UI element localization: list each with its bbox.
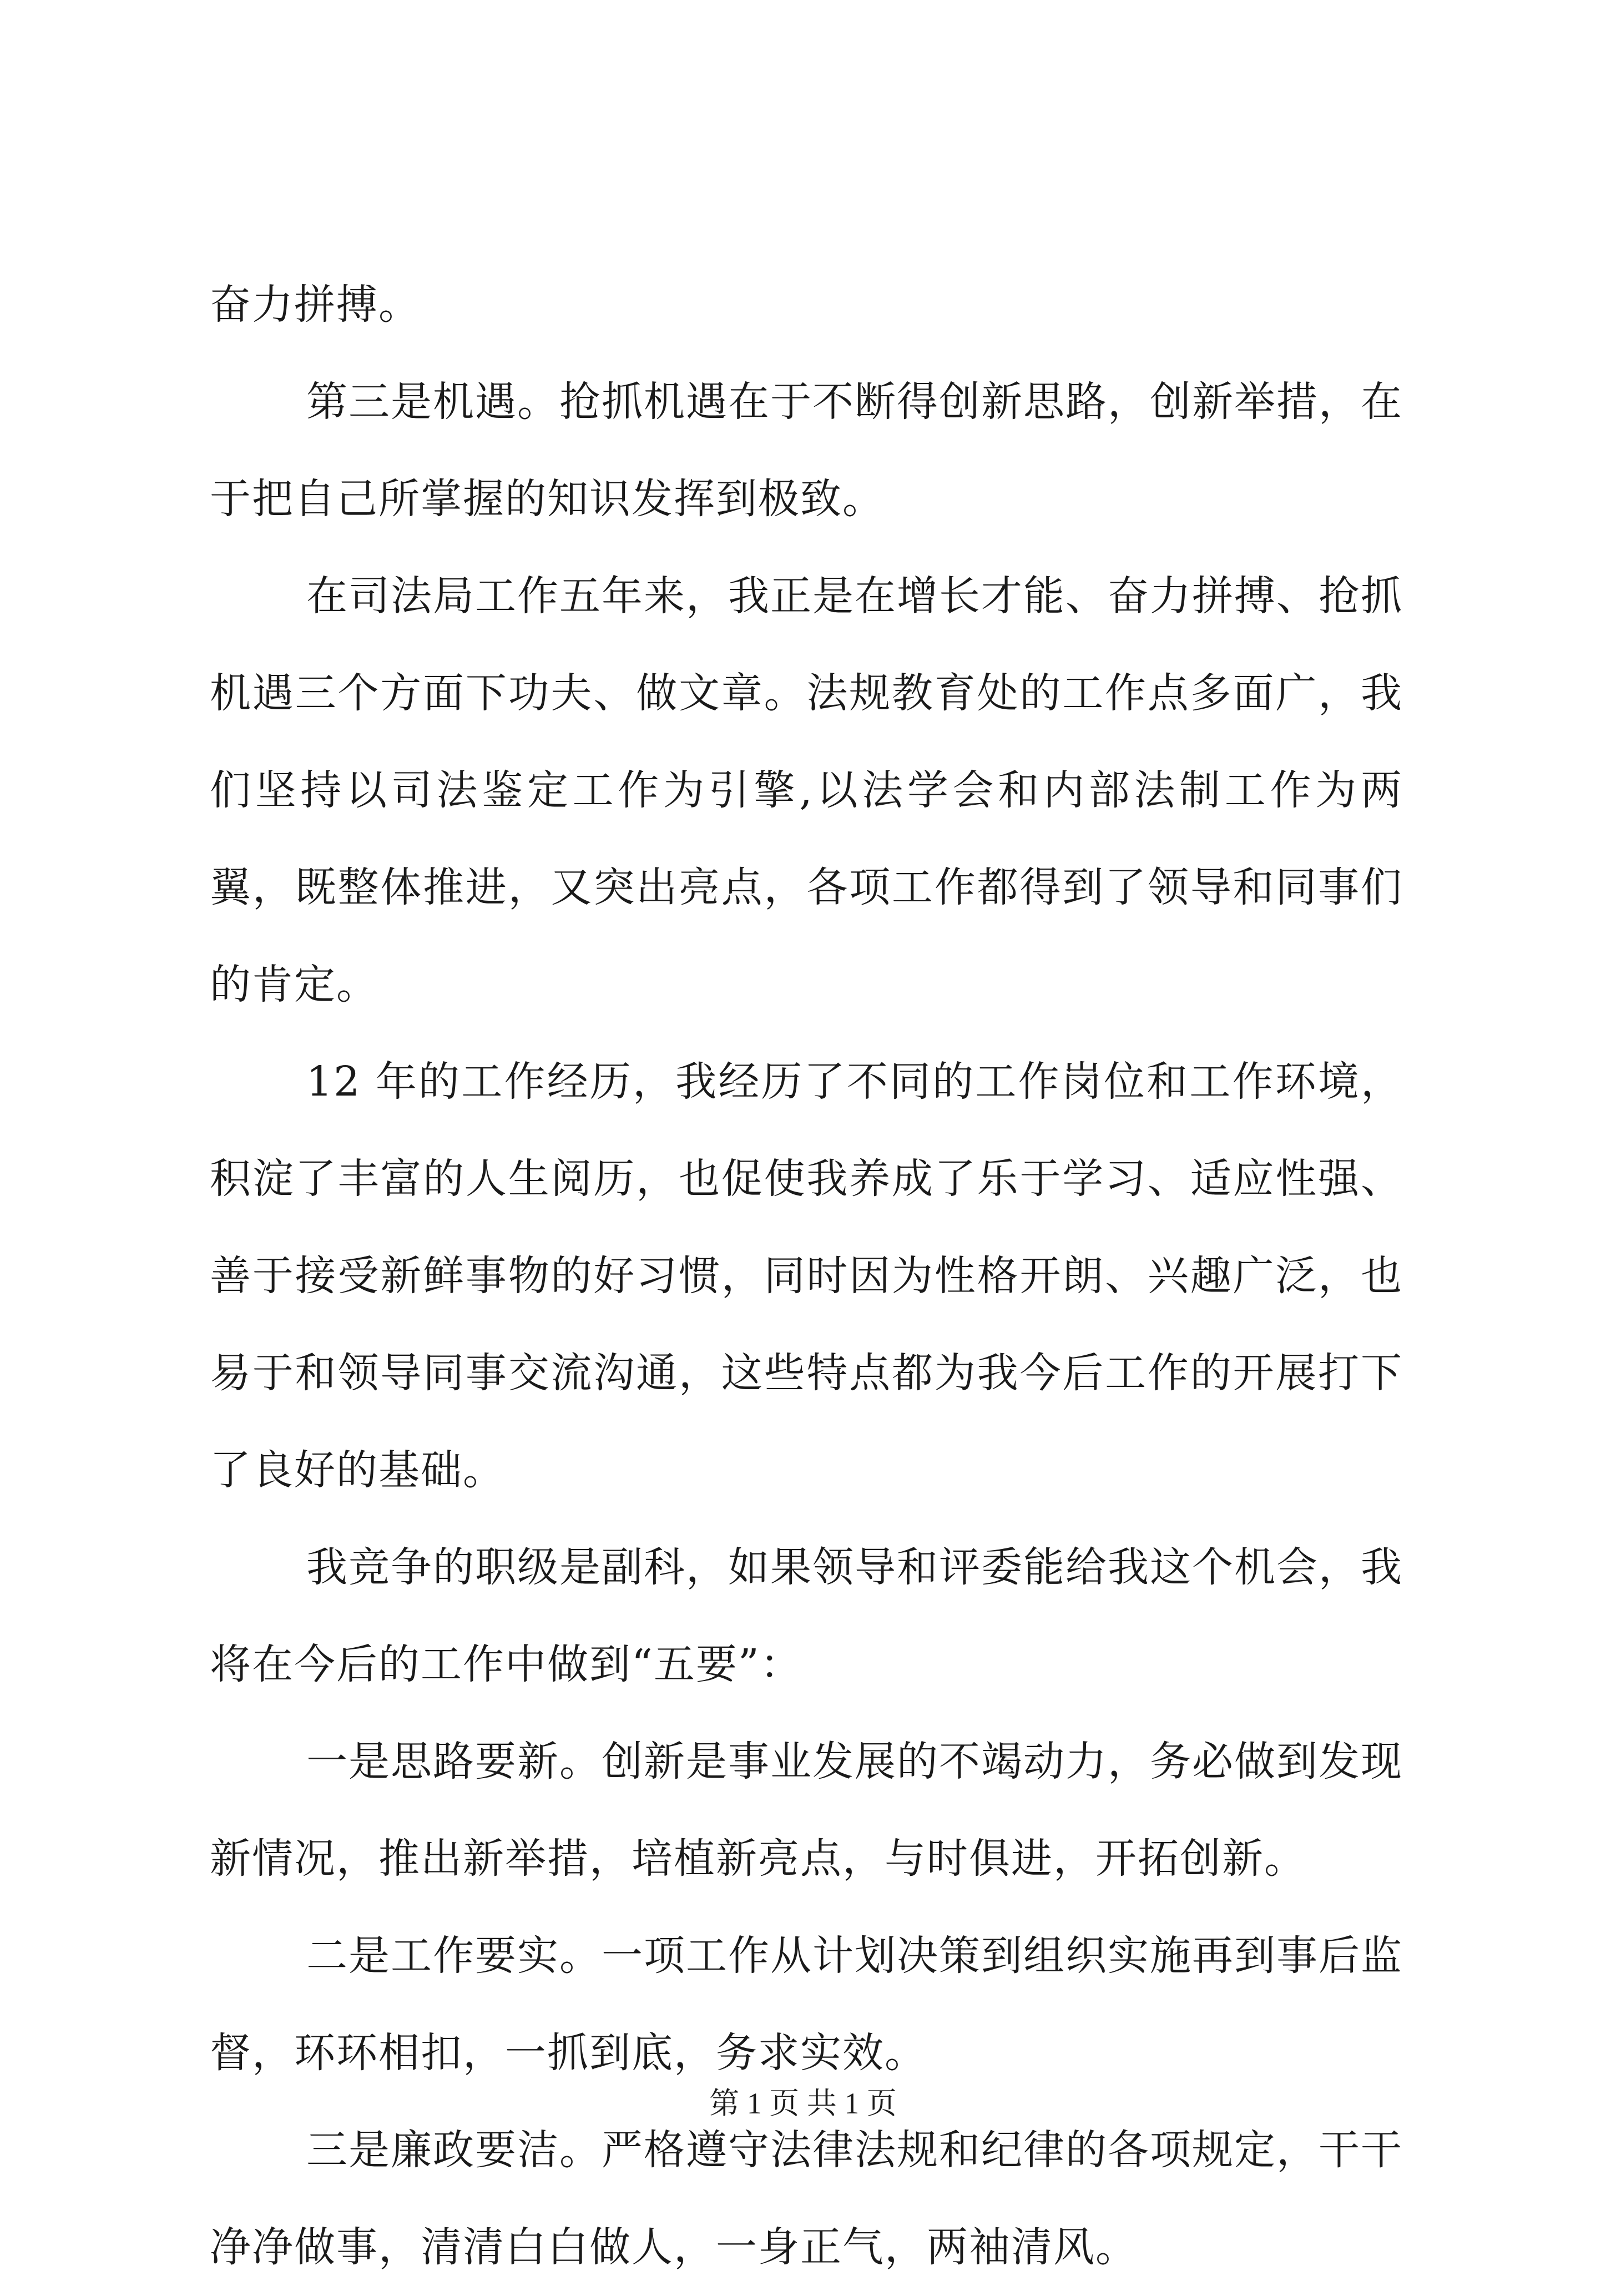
paragraph-five-years-work: 在司法局工作五年来，我正是在增长才能、奋力拼搏、抢抓机遇三个方面下功夫、做文章。法规教育处的工作点多面广，我们坚持以司法鉴定工作为引擎,以法学会和内部法制工作为两翼，既整体推进，又突出亮点，各项工作都得到了领导和同事们的肯定。 — [210, 572, 1403, 1008]
paragraph-point-two: 二是工作要实。一项工作从计划决策到组织实施再到事后监督，环环相扣，一抓到底，务求实效。 — [210, 1932, 1403, 2077]
paragraph-continuation: 奋力拼搏。 — [210, 281, 421, 329]
paragraph-point-three: 三是廉政要洁。严格遵守法律法规和纪律的各项规定，干干净净做事，清清白白做人，一身正气，两袖清风。 — [210, 2126, 1403, 2271]
page-footer — [0, 2084, 1606, 2123]
paragraph-opportunity: 第三是机遇。抢抓机遇在于不断得创新思路，创新举措，在于把自己所掌握的知识发挥到极致。 — [210, 378, 1403, 523]
page-number: 第 1 页 共 1 页 — [709, 2087, 897, 2120]
paragraph-competition-intro: 我竞争的职级是副科，如果领导和评委能给我这个机会，我将在今后的工作中做到“五要”： — [210, 1543, 1403, 1688]
paragraph-work-experience: 12 年的工作经历，我经历了不同的工作岗位和工作环境，积淀了丰富的人生阅历，也促使我养成了乐于学习、适应性强、善于接受新鲜事物的好习惯，同时因为性格开朗、兴趣广泛，也易于和领导同事交流沟通，这些特点都为我今后工作的开展打下了良好的基础。 — [210, 1058, 1403, 1494]
document-body — [210, 256, 1403, 2296]
paragraph-point-one: 一是思路要新。创新是事业发展的不竭动力，务必做到发现新情况，推出新举措，培植新亮点，与时俱进，开拓创新。 — [210, 1738, 1403, 1883]
